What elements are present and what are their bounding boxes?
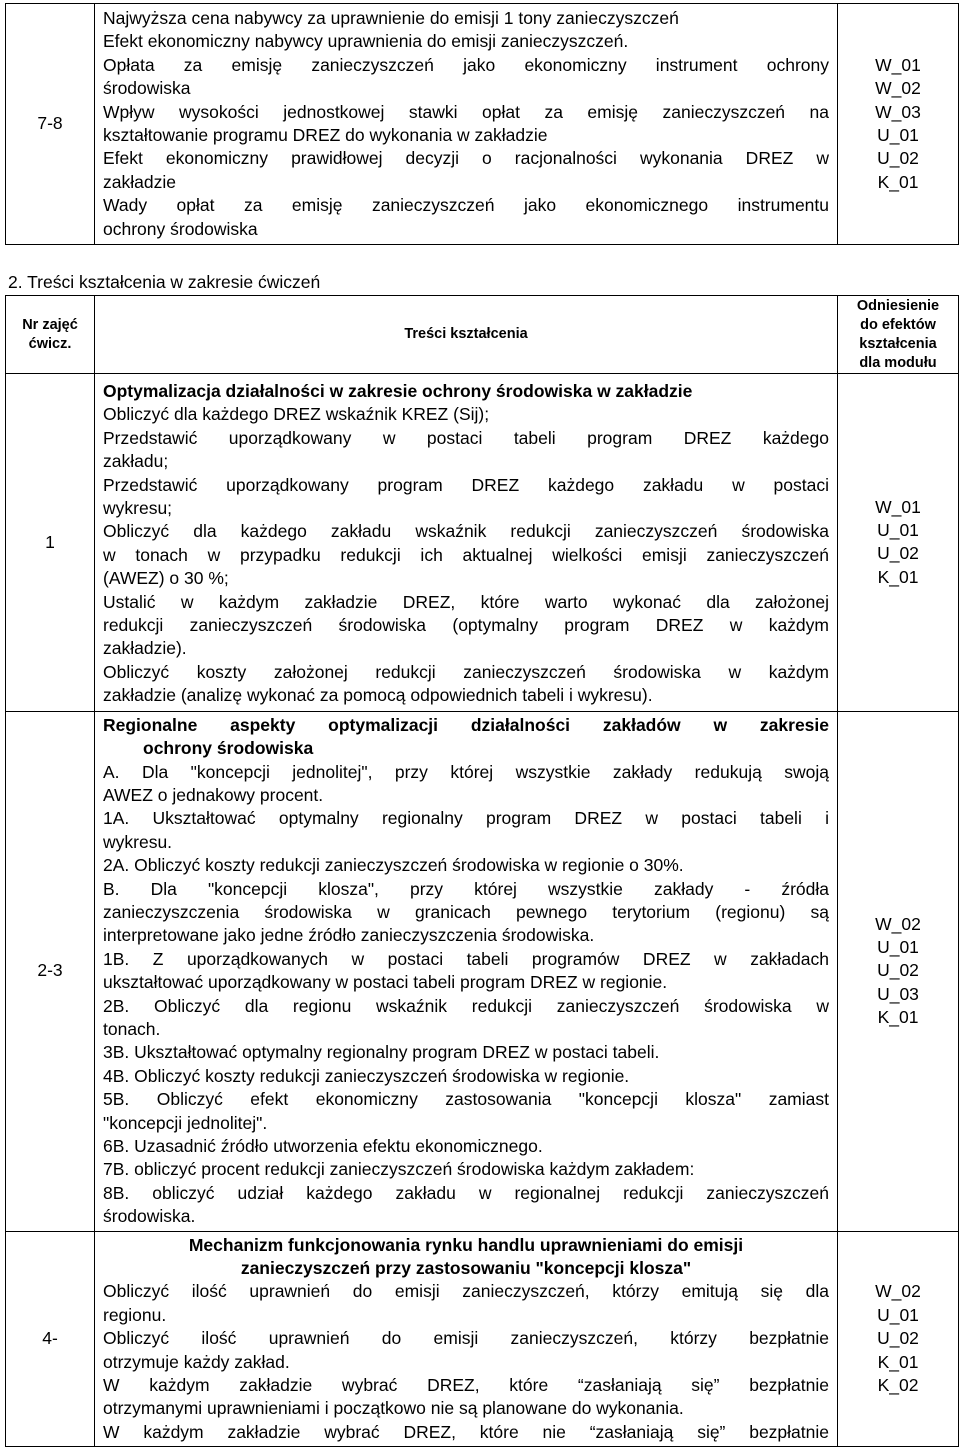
content-line: Obliczyć dla każdego zakładu wskaźnik redukcji zanieczyszczeń środowiska — [103, 521, 829, 542]
content-line: regionu. — [103, 1304, 167, 1325]
content-line: zakładzie — [103, 171, 176, 192]
header-codes-line: do efektów — [860, 317, 936, 333]
content-line: ukształtować uporządkowany w postaci tabeli program DREZ w regionie. — [103, 972, 668, 993]
content-line: W każdym zakładzie wybrać DREZ, które nie “zasłaniają się” bezpłatnie — [103, 1421, 829, 1442]
content-line: w tonach w przypadku redukcji ich aktualnej wielkości emisji zanieczyszczeń — [103, 544, 829, 565]
content-line: 3B. Ukształtować optymalny regionalny program DREZ w postaci tabeli. — [103, 1042, 660, 1063]
code-item: W_02 — [875, 913, 921, 934]
code-item: U_01 — [877, 125, 919, 146]
table-row — [6, 4, 959, 245]
code-item: W_01 — [875, 496, 921, 517]
header-codes-line: dla modułu — [859, 355, 937, 371]
content-line: (AWEZ) o 30 %; — [103, 568, 229, 589]
content-line: 2A. Obliczyć koszty redukcji zanieczyszczeń środowiska w regionie o 30%. — [103, 855, 684, 876]
content-line: Efekt ekonomiczny nabywcy uprawnienia do emisji zanieczyszczeń. — [103, 31, 629, 52]
code-item: W_02 — [875, 1281, 921, 1302]
content-cell — [95, 4, 838, 245]
code-item: U_02 — [877, 543, 919, 564]
row-number: 1 — [6, 374, 95, 712]
section-heading: 2. Treści kształcenia w zakresie ćwiczeń — [8, 272, 321, 292]
content-line: środowiska — [103, 78, 191, 99]
code-item: W_03 — [875, 101, 921, 122]
content-line: Obliczyć koszty założonej redukcji zanieczyszczeń środowiska w każdym — [103, 661, 829, 682]
content-line: ochrony środowiska — [103, 218, 258, 239]
content-line: Przedstawić uporządkowany program DREZ każdego zakładu w postaci — [103, 474, 829, 495]
content-line: otrzymanymi uprawnieniami i początkowo nie są planowane do wykonania. — [103, 1398, 684, 1419]
content-line: Efekt ekonomiczny prawidłowej decyzji o racjonalności wykonania DREZ w — [103, 148, 829, 169]
content-line: Przedstawić uporządkowany w postaci tabeli program DREZ każdego — [103, 427, 829, 448]
codes-cell — [838, 4, 959, 245]
code-item: U_02 — [877, 960, 919, 981]
content-line: 5B. Obliczyć efekt ekonomiczny zastosowania "koncepcji klosza" zamiast — [103, 1089, 829, 1110]
code-item: W_01 — [875, 54, 921, 75]
content-line: wykresu. — [103, 831, 173, 852]
codes-cell — [838, 1231, 959, 1447]
row-number: 7-8 — [6, 4, 95, 245]
header-codes-line: kształcenia — [859, 336, 937, 352]
content-cell — [95, 374, 838, 712]
code-item: U_01 — [877, 937, 919, 958]
content-line: 6B. Uzasadnić źródło utworzenia efektu ekonomicznego. — [103, 1136, 543, 1156]
code-item: U_02 — [877, 148, 919, 169]
previous-section-table — [5, 3, 959, 245]
content-line: B. Dla "koncepcji klosza", przy której wszystkie zakłady - źródła — [103, 878, 829, 899]
code-item: K_01 — [877, 1351, 919, 1372]
content-line: redukcji zanieczyszczeń środowiska (optymalny program DREZ w każdym — [103, 615, 829, 636]
content-line: interpretowane jako jedne źródło zanieczyszczenia środowiska. — [103, 925, 595, 946]
content-line: W każdym zakładzie wybrać DREZ, które “zasłaniają się” bezpłatnie — [103, 1375, 829, 1396]
code-item: U_02 — [877, 1328, 919, 1349]
content-line: ochrony środowiska — [143, 738, 314, 759]
code-item: K_01 — [877, 171, 919, 192]
content-line: Optymalizacja działalności w zakresie ochrony środowiska w zakładzie — [103, 381, 693, 401]
codes-cell — [838, 374, 959, 712]
content-line: Najwyższa cena nabywcy za uprawnienie do emisji 1 tony zanieczyszczeń — [103, 8, 679, 28]
code-item: K_02 — [877, 1375, 919, 1396]
header-codes-line: Odniesienie — [856, 298, 940, 314]
code-item: U_01 — [877, 519, 919, 540]
header-content-label: Treści kształcenia — [404, 326, 528, 342]
code-item: U_03 — [877, 983, 919, 1004]
content-line: zakładzie). — [103, 638, 187, 659]
content-line: Obliczyć dla każdego DREZ wskaźnik KREZ (Sij); — [103, 404, 490, 425]
header-codes — [838, 296, 959, 374]
exercise-table — [5, 295, 959, 1447]
code-item: U_01 — [877, 1304, 919, 1325]
codes-cell — [838, 711, 959, 1231]
code-item: K_01 — [877, 1007, 919, 1028]
row-number: 4- — [6, 1231, 95, 1447]
table-row — [6, 374, 959, 712]
content-line: Mechanizm funkcjonowania rynku handlu uprawnieniami do emisji — [188, 1234, 744, 1255]
content-line: 8B. obliczyć udział każdego zakładu w regionalnej redukcji zanieczyszczeń — [103, 1182, 829, 1203]
content-line: 1A. Ukształtować optymalny regionalny program DREZ w postaci tabeli i — [103, 808, 829, 829]
content-line: 2B. Obliczyć dla regionu wskaźnik redukcji zanieczyszczeń środowiska w — [103, 995, 829, 1016]
content-line: 4B. Obliczyć koszty redukcji zanieczyszczeń środowiska w regionie. — [103, 1065, 630, 1086]
content-line: zakładzie (analizę wykonać za pomocą odpowiednich tabeli i wykresu). — [103, 685, 653, 706]
content-line: 7B. obliczyć procent redukcji zanieczyszczeń środowiska każdym zakładem: — [103, 1159, 695, 1180]
content-line: kształtowanie programu DREZ do wykonania w zakładzie — [103, 125, 548, 146]
header-nr-line: ćwicz. — [28, 336, 72, 352]
content-line: Wpływ wysokości jednostkowej stawki opłat za emisję zanieczyszczeń na — [103, 101, 829, 122]
content-line: Wady opłat za emisję zanieczyszczeń jako ekonomicznego instrumentu — [103, 195, 829, 216]
code-item: W_02 — [875, 78, 921, 99]
header-nr-line: Nr zajęć — [22, 317, 78, 333]
content-line: Obliczyć ilość uprawnień do emisji zanieczyszczeń, którzy emitują się dla — [103, 1281, 829, 1302]
content-line: środowiska. — [103, 1206, 196, 1227]
content-line: Obliczyć ilość uprawnień do emisji zanieczyszczeń, którzy bezpłatnie — [103, 1328, 829, 1349]
content-line: AWEZ o jednakowy procent. — [103, 784, 324, 805]
content-line: "koncepcji jednolitej". — [103, 1112, 268, 1133]
content-line: Opłata za emisję zanieczyszczeń jako ekonomiczny instrument ochrony — [103, 54, 829, 75]
content-cell — [95, 1231, 838, 1447]
content-line: Regionalne aspekty optymalizacji działalności zakładów w zakresie — [103, 714, 829, 735]
content-line: zakładu; — [103, 451, 169, 472]
content-line: A. Dla "koncepcji jednolitej", przy której wszystkie zakłady redukują swoją — [103, 761, 829, 782]
content-line: Ustalić w każdym zakładzie DREZ, które warto wykonać dla założonej — [103, 591, 829, 612]
content-cell — [95, 711, 838, 1231]
content-line: zanieczyszczenia środowiska w granicach pewnego terytorium (regionu) są — [103, 901, 829, 922]
row-number: 2-3 — [6, 711, 95, 1231]
table-row — [6, 711, 959, 1231]
header-nr — [6, 296, 95, 374]
content-line: 1B. Z uporządkowanych w postaci tabeli programów DREZ w zakładach — [103, 948, 829, 969]
table-header-row — [6, 296, 959, 374]
content-line: tonach. — [103, 1018, 161, 1039]
code-item: K_01 — [877, 566, 919, 587]
content-line: wykresu; — [103, 498, 173, 519]
content-line: zanieczyszczeń przy zastosowaniu "koncepcji klosza" — [240, 1258, 692, 1279]
header-content — [95, 296, 838, 374]
content-line: otrzymuje każdy zakład. — [103, 1351, 290, 1372]
table-row — [6, 1231, 959, 1447]
